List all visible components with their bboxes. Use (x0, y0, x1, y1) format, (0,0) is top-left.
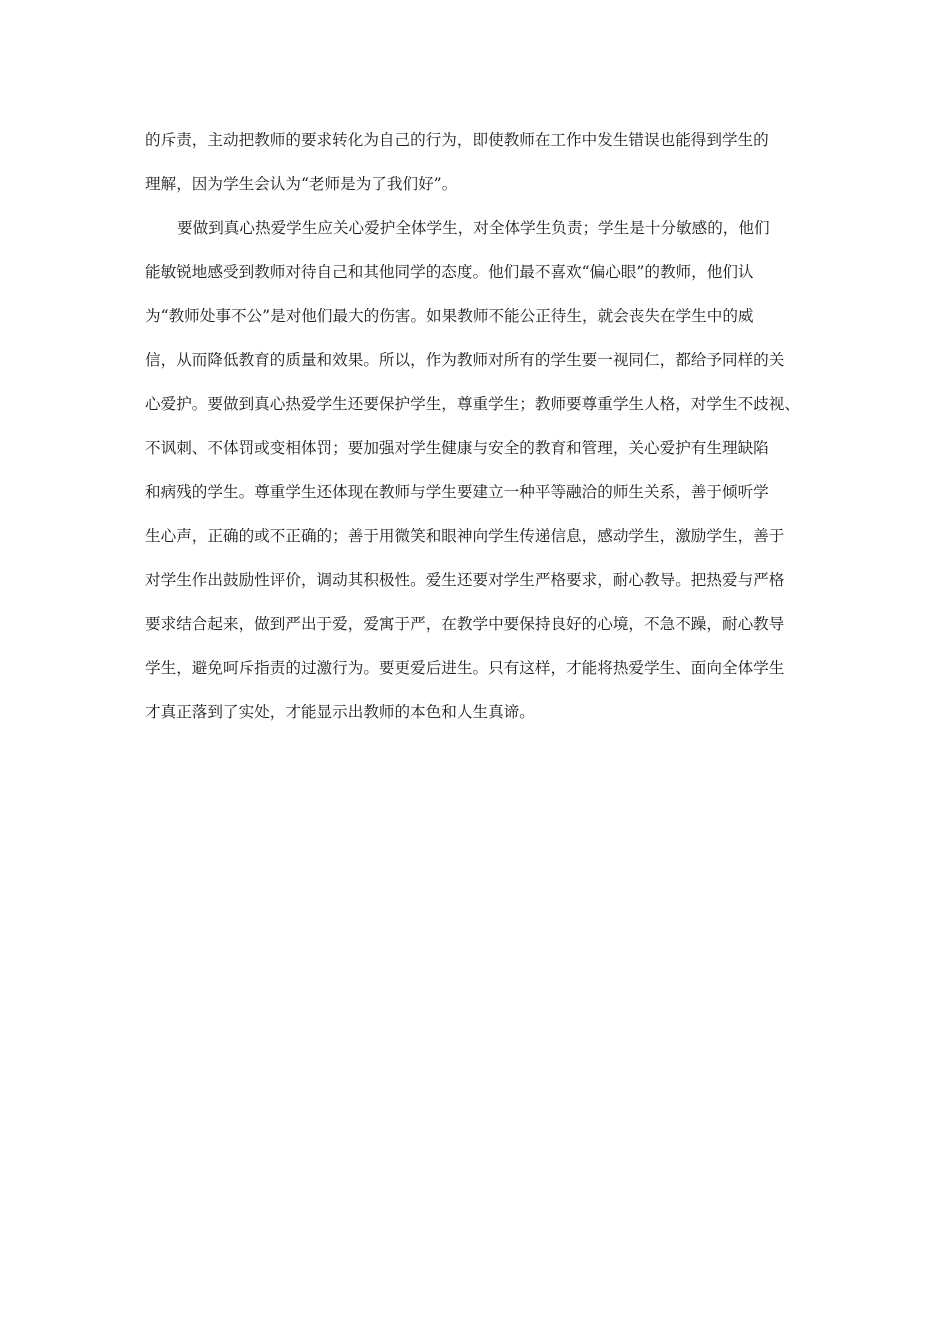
document-body (145, 118, 810, 778)
paragraph-2 (145, 206, 810, 778)
text-line: 生心声，正确的或不正确的；善于用微笑和眼神向学生传递信息，感动学生，激励学生，善于 (145, 527, 785, 545)
text-line: 信，从而降低教育的质量和效果。所以，作为教师对所有的学生要一视同仁，都给予同样的关 (145, 351, 785, 369)
text-line (145, 734, 810, 778)
text-line: 要做到真心热爱学生应关心爱护全体学生，对全体学生负责；学生是十分敏感的，他们 (177, 219, 770, 237)
text-line: 要求结合起来，做到严出于爱，爱寓于严，在教学中要保持良好的心境，不急不躁，耐心教导 (145, 615, 785, 633)
text-line: 理解，因为学生会认为“老师是为了我们好”。 (145, 175, 458, 193)
text-line: 学生，避免呵斥指责的过激行为。要更爱后进生。只有这样，才能将热爱学生、面向全体学生 (145, 659, 785, 677)
text-line: 的斥责，主动把教师的要求转化为自己的行为，即使教师在工作中发生错误也能得到学生的 (145, 131, 769, 149)
text-line: 能敏锐地感受到教师对待自己和其他同学的态度。他们最不喜欢“偏心眼”的教师，他们认 (145, 263, 754, 281)
text-line: 为“教师处事不公”是对他们最大的伤害。如果教师不能公正待生，就会丧失在学生中的威 (145, 307, 754, 325)
text-line: 对学生作出鼓励性评价，调动其积极性。爱生还要对学生严格要求，耐心教导。把热爱与严格 (145, 571, 785, 589)
text-line: 和病残的学生。尊重学生还体现在教师与学生要建立一种平等融洽的师生关系，善于倾听学 (145, 483, 769, 501)
text-line: 才真正落到了实处，才能显示出教师的本色和人生真谛。 (145, 703, 535, 721)
text-line: 心爱护。要做到真心热爱学生还要保护学生，尊重学生；教师要尊重学生人格，对学生不歧视、 (145, 395, 800, 413)
text-line: 不讽刺、不体罚或变相体罚；要加强对学生健康与安全的教育和管理，关心爱护有生理缺陷 (145, 439, 769, 457)
paragraph-1 (145, 118, 810, 206)
